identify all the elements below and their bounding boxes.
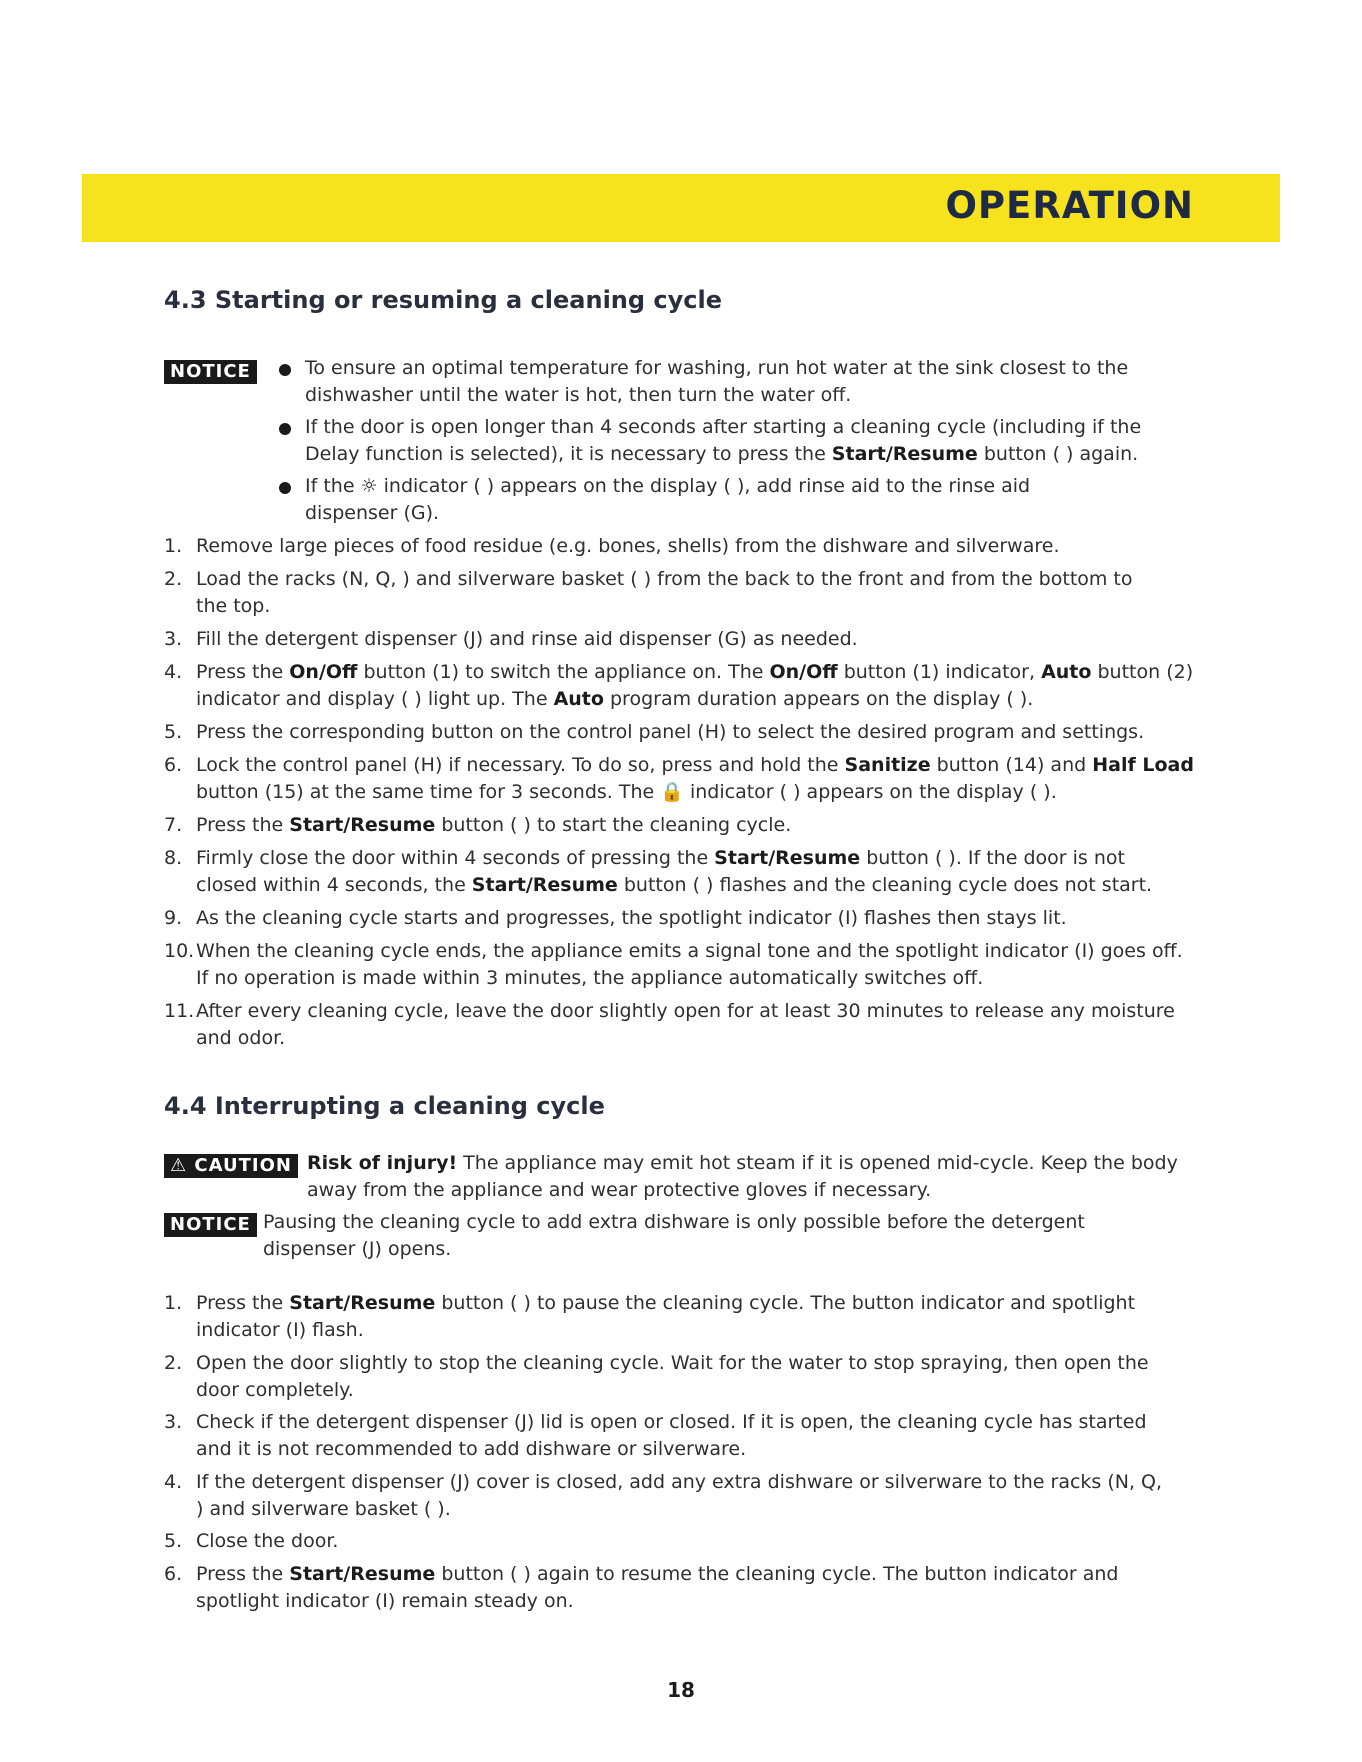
step-text: indicator and display ( ) light up. The Auto program duration appears on the display ( ).: [196, 688, 1034, 710]
operation-banner: [82, 174, 1280, 242]
bullet-text: If the door is open longer than 4 seconds after starting a cleaning cycle (including if the: [305, 416, 1142, 438]
step-text: Lock the control panel (H) if necessary. To do so, press and hold the Sanitize button (14) and Half Load: [196, 754, 1194, 776]
step-number: 6.: [164, 1563, 183, 1585]
bold-term: On/Off: [289, 661, 358, 683]
bold-term: Half Load: [1092, 754, 1194, 776]
step-number: 10.: [164, 940, 195, 962]
step-number: 3.: [164, 1411, 183, 1433]
bullet-dot: [279, 364, 291, 376]
step-text: and it is not recommended to add dishware or silverware.: [196, 1438, 747, 1460]
bullet-text: dispenser (G).: [305, 502, 440, 524]
bold-term: On/Off: [769, 661, 838, 683]
step-text: closed within 4 seconds, the Start/Resume button ( ) flashes and the cleaning cycle does not start.: [196, 874, 1153, 896]
page-number: 18: [667, 1678, 695, 1702]
bold-term: Start/Resume: [831, 443, 978, 465]
step-text: Press the Start/Resume button ( ) again to resume the cleaning cycle. The button indicator and: [196, 1563, 1119, 1585]
step-text: After every cleaning cycle, leave the door slightly open for at least 30 minutes to release any moisture: [196, 1000, 1175, 1022]
step-text: Firmly close the door within 4 seconds of pressing the Start/Resume button ( ). If the door is not: [196, 847, 1125, 869]
step-number: 4.: [164, 1471, 183, 1493]
step-text: When the cleaning cycle ends, the appliance emits a signal tone and the spotlight indicator (I) goes off.: [196, 940, 1183, 962]
step-text: If no operation is made within 3 minutes, the appliance automatically switches off.: [196, 967, 984, 989]
step-text: the top.: [196, 595, 271, 617]
step-text: Fill the detergent dispenser (J) and rinse aid dispenser (G) as needed.: [196, 628, 858, 650]
step-number: 9.: [164, 907, 183, 929]
bullet-dot: [279, 482, 291, 494]
banner-title: OPERATION: [945, 184, 1194, 227]
step-number: 3.: [164, 628, 183, 650]
step-number: 5.: [164, 1530, 183, 1552]
caution-badge: ⚠ CAUTION: [164, 1154, 298, 1178]
step-number: 1.: [164, 1292, 183, 1314]
bold-term: Auto: [553, 688, 604, 710]
step-number: 1.: [164, 535, 183, 557]
step-text: indicator (I) flash.: [196, 1319, 364, 1341]
step-text: Press the corresponding button on the control panel (H) to select the desired program and settings.: [196, 721, 1145, 743]
step-text: ) and silverware basket ( ).: [196, 1498, 451, 1520]
bold-term: 🔒: [660, 781, 684, 803]
caution-text: away from the appliance and wear protective gloves if necessary.: [307, 1179, 932, 1201]
step-number: 11.: [164, 1000, 195, 1022]
step-number: 5.: [164, 721, 183, 743]
notice-badge-2: NOTICE: [164, 1213, 257, 1237]
bold-term: Auto: [1041, 661, 1092, 683]
bold-term: ☼: [360, 475, 378, 497]
step-text: and odor.: [196, 1027, 286, 1049]
bullet-text: Delay function is selected), it is necessary to press the Start/Resume button ( ) again.: [305, 443, 1139, 465]
bullet-dot: [279, 423, 291, 435]
bold-term: Start/Resume: [289, 1563, 436, 1585]
bold-term: Sanitize: [844, 754, 931, 776]
bold-term: Start/Resume: [289, 814, 436, 836]
section-heading-4-3: 4.3 Starting or resuming a cleaning cycle: [164, 286, 723, 314]
notice-text: dispenser (J) opens.: [263, 1238, 452, 1260]
step-number: 6.: [164, 754, 183, 776]
step-text: Open the door slightly to stop the cleaning cycle. Wait for the water to stop spraying, then open the: [196, 1352, 1149, 1374]
bold-term: Risk of injury!: [307, 1152, 458, 1174]
step-number: 4.: [164, 661, 183, 683]
step-text: Press the On/Off button (1) to switch the appliance on. The On/Off button (1) indicator, Auto button (2): [196, 661, 1194, 683]
step-text: As the cleaning cycle starts and progresses, the spotlight indicator (I) flashes then stays lit.: [196, 907, 1067, 929]
step-text: spotlight indicator (I) remain steady on.: [196, 1590, 574, 1612]
step-text: Press the Start/Resume button ( ) to start the cleaning cycle.: [196, 814, 792, 836]
step-text: button (15) at the same time for 3 seconds. The 🔒 indicator ( ) appears on the display ( ).: [196, 781, 1057, 803]
step-text: If the detergent dispenser (J) cover is closed, add any extra dishware or silverware to the racks (N, Q,: [196, 1471, 1163, 1493]
step-text: door completely.: [196, 1379, 354, 1401]
step-number: 8.: [164, 847, 183, 869]
notice-badge: NOTICE: [164, 360, 257, 384]
step-number: 7.: [164, 814, 183, 836]
step-text: Remove large pieces of food residue (e.g. bones, shells) from the dishware and silverware.: [196, 535, 1060, 557]
section-heading-4-4: 4.4 Interrupting a cleaning cycle: [164, 1092, 605, 1120]
bold-term: Start/Resume: [289, 1292, 436, 1314]
caution-text: Risk of injury! The appliance may emit hot steam if it is opened mid-cycle. Keep the body: [307, 1152, 1178, 1174]
step-number: 2.: [164, 1352, 183, 1374]
bold-term: Start/Resume: [714, 847, 861, 869]
step-number: 2.: [164, 568, 183, 590]
bullet-text: If the ☼ indicator ( ) appears on the display ( ), add rinse aid to the rinse aid: [305, 475, 1031, 497]
step-text: Press the Start/Resume button ( ) to pause the cleaning cycle. The button indicator and spotlight: [196, 1292, 1136, 1314]
step-text: Close the door.: [196, 1530, 339, 1552]
bullet-text: dishwasher until the water is hot, then turn the water off.: [305, 384, 852, 406]
bold-term: Start/Resume: [471, 874, 618, 896]
step-text: Load the racks (N, Q, ) and silverware basket ( ) from the back to the front and from the bottom to: [196, 568, 1133, 590]
notice-text: Pausing the cleaning cycle to add extra dishware is only possible before the detergent: [263, 1211, 1085, 1233]
bullet-text: To ensure an optimal temperature for washing, run hot water at the sink closest to the: [305, 357, 1129, 379]
step-text: Check if the detergent dispenser (J) lid is open or closed. If it is open, the cleaning cycle has started: [196, 1411, 1147, 1433]
